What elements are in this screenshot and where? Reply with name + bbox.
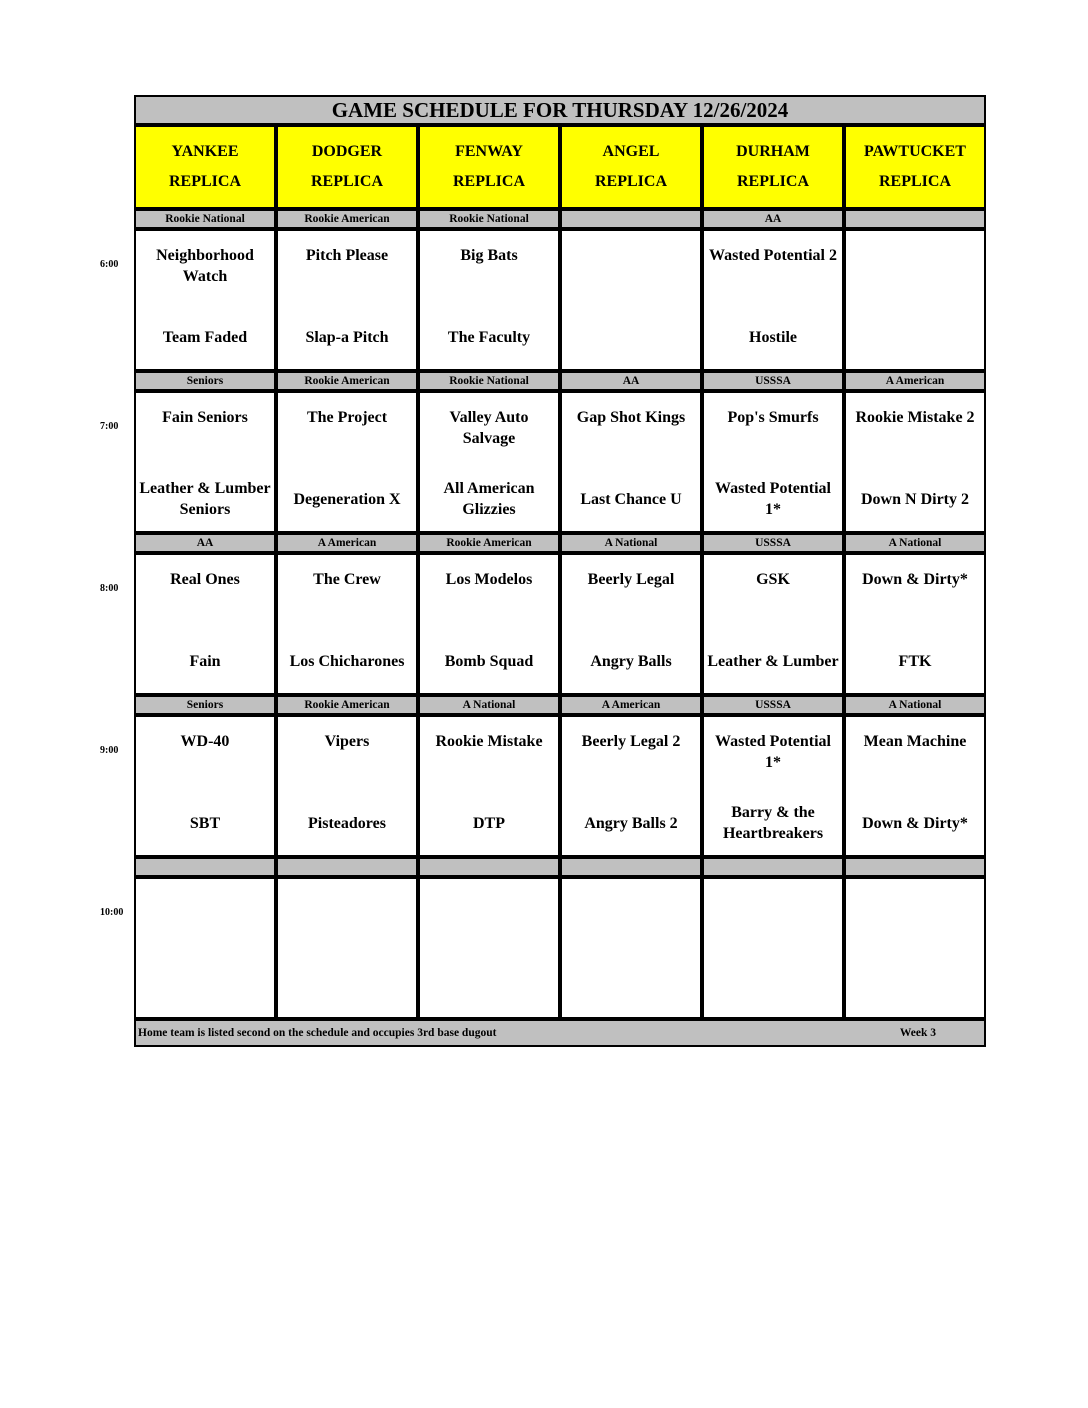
field-type: REPLICA: [310, 173, 383, 190]
time-label: 9:00: [100, 745, 119, 756]
game-cell: [276, 391, 418, 533]
time-label: 7:00: [100, 421, 119, 432]
home-team: Los Chicharones: [289, 652, 405, 670]
home-team: Team Faded: [162, 328, 248, 346]
division-row: [134, 209, 986, 229]
game-cell: [134, 229, 276, 371]
division-label: AA: [702, 209, 844, 229]
game-cell: [844, 553, 986, 695]
home-team: Pisteadores: [308, 814, 386, 832]
home-team: Leather & Lumber: [707, 652, 839, 670]
home-team: [278, 953, 416, 1017]
division-label: A National: [560, 533, 702, 553]
home-team: Last Chance U: [580, 490, 682, 508]
game-cell: [418, 877, 560, 1019]
schedule-sheet: [134, 95, 986, 1047]
division-label: Seniors: [134, 695, 276, 715]
away-team: [420, 879, 558, 953]
home-team: The Faculty: [447, 328, 531, 346]
field-name: DURHAM: [736, 143, 810, 160]
division-label: [134, 857, 276, 877]
schedule-title: GAME SCHEDULE FOR THURSDAY 12/26/2024: [134, 95, 986, 125]
game-cell: [560, 553, 702, 695]
away-team: Rookie Mistake 2: [855, 409, 975, 426]
away-team: The Project: [306, 409, 388, 426]
field-type: REPLICA: [736, 173, 809, 190]
division-label: Rookie American: [276, 371, 418, 391]
game-cell: [276, 553, 418, 695]
division-label: [418, 857, 560, 877]
division-row: [134, 371, 986, 391]
home-team: Leather & Lumber Seniors: [139, 480, 271, 518]
field-header-angel: [560, 125, 702, 209]
home-team: [846, 953, 984, 1017]
home-team: Degeneration X: [293, 490, 401, 508]
schedule-footer: [134, 1019, 986, 1047]
game-cell: [418, 553, 560, 695]
field-type: REPLICA: [452, 173, 525, 190]
away-team: [136, 879, 274, 953]
division-label: USSSA: [702, 533, 844, 553]
away-team: Real Ones: [170, 571, 240, 588]
division-label: A American: [844, 371, 986, 391]
division-label: Rookie National: [418, 209, 560, 229]
away-team: [846, 231, 984, 305]
field-type: REPLICA: [594, 173, 667, 190]
game-cell: [560, 877, 702, 1019]
field-name: ANGEL: [602, 143, 660, 160]
time-label: 6:00: [100, 259, 119, 270]
field-header-fenway: [418, 125, 560, 209]
away-team: [562, 879, 700, 953]
home-team: SBT: [189, 814, 221, 832]
home-team: [136, 953, 274, 1017]
division-label: Rookie American: [276, 695, 418, 715]
game-cell: [702, 715, 844, 857]
division-label: Rookie National: [134, 209, 276, 229]
division-label: A National: [418, 695, 560, 715]
home-team: All American Glizzies: [443, 480, 535, 518]
division-label: [844, 209, 986, 229]
field-type: REPLICA: [168, 173, 241, 190]
division-label: USSSA: [702, 695, 844, 715]
game-row: [134, 553, 986, 695]
game-cell: [560, 391, 702, 533]
home-team: Angry Balls: [590, 652, 672, 670]
home-team: [562, 305, 700, 369]
game-cell: [844, 715, 986, 857]
game-cell: [276, 229, 418, 371]
division-label: AA: [134, 533, 276, 553]
game-cell: [844, 391, 986, 533]
home-team: [704, 953, 842, 1017]
game-cell: [134, 391, 276, 533]
game-cell: [134, 877, 276, 1019]
field-header-dodger: [276, 125, 418, 209]
game-cell: [134, 715, 276, 857]
away-team: [278, 879, 416, 953]
game-cell: [418, 391, 560, 533]
time-label: 8:00: [100, 583, 119, 594]
division-label: Seniors: [134, 371, 276, 391]
home-team: Fain: [189, 652, 221, 670]
away-team: The Crew: [313, 571, 381, 588]
away-team: Gap Shot Kings: [576, 409, 686, 426]
division-label: A American: [276, 533, 418, 553]
field-name: DODGER: [311, 143, 383, 160]
division-label: [844, 857, 986, 877]
away-team: Down & Dirty*: [862, 571, 968, 588]
division-label: [560, 857, 702, 877]
away-team: Pitch Please: [305, 247, 389, 264]
field-name: FENWAY: [455, 143, 523, 160]
division-label: A National: [844, 533, 986, 553]
week-label: Week 3: [899, 1027, 936, 1039]
time-slots: [134, 209, 986, 1019]
home-team: Down & Dirty*: [862, 814, 968, 832]
away-team: GSK: [756, 571, 790, 588]
away-team: WD-40: [180, 733, 230, 750]
time-label: 10:00: [100, 907, 124, 918]
game-row: [134, 229, 986, 371]
away-team: Valley Auto Salvage: [449, 409, 529, 447]
away-team: Wasted Potential 1*: [715, 733, 831, 771]
division-label: Rookie National: [418, 371, 560, 391]
game-cell: [702, 391, 844, 533]
away-team: Big Bats: [460, 247, 518, 264]
game-row: [134, 715, 986, 857]
game-cell: [702, 877, 844, 1019]
away-team: Wasted Potential 2: [709, 247, 837, 264]
division-label: Rookie American: [418, 533, 560, 553]
away-team: Mean Machine: [863, 733, 967, 750]
away-team: [704, 879, 842, 953]
game-cell: [560, 229, 702, 371]
game-cell: [844, 229, 986, 371]
away-team: Neighborhood Watch: [156, 247, 254, 285]
game-cell: [702, 553, 844, 695]
home-team: Barry & the Heartbreakers: [722, 804, 824, 842]
division-label: A American: [560, 695, 702, 715]
field-type: REPLICA: [878, 173, 951, 190]
field-header-durham: [702, 125, 844, 209]
game-cell: [702, 229, 844, 371]
game-cell: [276, 715, 418, 857]
game-cell: [560, 715, 702, 857]
away-team: Pop's Smurfs: [727, 409, 819, 426]
game-cell: [134, 553, 276, 695]
away-team: Beerly Legal 2: [581, 733, 681, 750]
field-header-yankee: [134, 125, 276, 209]
home-team: [846, 305, 984, 369]
home-team: Slap-a Pitch: [305, 328, 389, 346]
home-team-note: Home team is listed second on the schedule and occupies 3rd base dugout: [138, 1027, 497, 1039]
home-team: [562, 953, 700, 1017]
away-team: Beerly Legal: [587, 571, 675, 588]
game-cell: [276, 877, 418, 1019]
home-team: FTK: [898, 652, 932, 670]
game-cell: [418, 229, 560, 371]
field-header-pawtucket: [844, 125, 986, 209]
division-row: [134, 695, 986, 715]
division-label: Rookie American: [276, 209, 418, 229]
division-label: [276, 857, 418, 877]
division-label: USSSA: [702, 371, 844, 391]
division-label: [702, 857, 844, 877]
field-header-row: [134, 125, 986, 209]
home-team: Wasted Potential 1*: [715, 480, 831, 518]
away-team: Fain Seniors: [162, 409, 248, 426]
game-cell: [418, 715, 560, 857]
away-team: Los Modelos: [445, 571, 533, 588]
home-team: Bomb Squad: [444, 652, 534, 670]
home-team: Angry Balls 2: [584, 814, 678, 832]
game-row: [134, 877, 986, 1019]
division-row: [134, 533, 986, 553]
field-name: PAWTUCKET: [864, 143, 966, 160]
division-label: [560, 209, 702, 229]
away-team: Vipers: [324, 733, 370, 750]
away-team: [846, 879, 984, 953]
game-row: [134, 391, 986, 533]
division-label: AA: [560, 371, 702, 391]
home-team: DTP: [473, 814, 505, 832]
home-team: Down N Dirty 2: [861, 490, 969, 508]
away-team: [562, 231, 700, 305]
home-team: [420, 953, 558, 1017]
away-team: Rookie Mistake: [435, 733, 543, 750]
home-team: Hostile: [749, 328, 797, 346]
field-name: YANKEE: [171, 143, 239, 160]
game-cell: [844, 877, 986, 1019]
division-label: A National: [844, 695, 986, 715]
division-row: [134, 857, 986, 877]
